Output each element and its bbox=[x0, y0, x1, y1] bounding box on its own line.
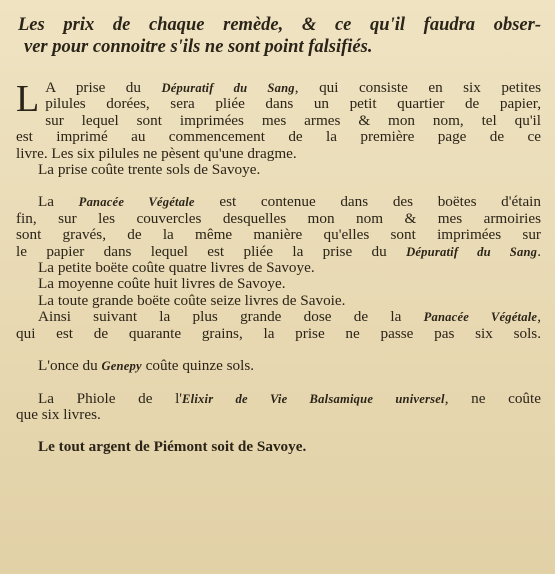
remedy-name-panacee: Panacée Végétale bbox=[423, 310, 538, 325]
p1-line-3: sur lequel sont imprimées mes armes & mon nom, tel qu'il bbox=[45, 112, 541, 129]
p1-line-4: est imprimé au commencement de la première page de ce bbox=[16, 129, 541, 146]
section-title bbox=[18, 14, 541, 58]
p1-line-5: livre. Les six pilules ne pèsent qu'une dragme. bbox=[16, 145, 297, 162]
p2-text: le papier dans lequel est pliée la prise du bbox=[16, 243, 407, 260]
p2-line-1 bbox=[16, 194, 541, 210]
price-small-box: La petite boëte coûte quatre livres de Savoye. bbox=[38, 260, 315, 277]
p2-line-3: sont gravés, de la même manière qu'elles sont imprimées sur bbox=[16, 227, 541, 244]
remedy-name-depuratif: Dépuratif du Sang bbox=[161, 81, 295, 95]
p2-text: , bbox=[537, 309, 541, 326]
price-genepy bbox=[16, 358, 541, 374]
p2-text: . bbox=[537, 243, 541, 260]
title-line-2: ver pour connoitre s'ils ne sont point falsifiés. bbox=[24, 37, 373, 57]
paragraph-genepy bbox=[16, 358, 541, 374]
p2-line-9: qui est de quarante grains, la prise ne passe pas six sols. bbox=[16, 325, 541, 342]
p2-line-8 bbox=[16, 309, 541, 325]
p2-text: est contenue dans des boëtes d'étain bbox=[194, 194, 541, 211]
remedy-name-elixir: Elixir de Vie Balsamique universel bbox=[182, 391, 445, 406]
p2-line-2: fin, sur les couvercles desquelles mon nom & mes armoiries bbox=[16, 210, 541, 227]
p4-text: La Phiole de l' bbox=[38, 390, 183, 407]
p1-line-1 bbox=[45, 80, 541, 96]
p2-text: Ainsi suivant la plus grande dose de la bbox=[38, 309, 424, 326]
remedy-name-depuratif: Dépuratif du Sang bbox=[406, 244, 538, 259]
price-large-box: La toute grande boëte coûte seize livres de Savoie. bbox=[38, 292, 346, 309]
p4-line-1 bbox=[16, 391, 541, 407]
p1-price: La prise coûte trente sols de Savoye. bbox=[38, 162, 261, 179]
p3-text: coûte quinze sols. bbox=[141, 358, 255, 375]
price-medium-box: La moyenne coûte huit livres de Savoye. bbox=[38, 276, 286, 293]
p1-text: A prise du bbox=[45, 80, 162, 96]
p4-line-2: que six livres. bbox=[16, 406, 101, 423]
p1-text: , qui consiste en six petites bbox=[294, 80, 541, 96]
paragraph-elixir bbox=[16, 391, 541, 424]
p2-line-4 bbox=[16, 244, 541, 260]
p2-text: La bbox=[38, 194, 79, 211]
p1-line-2: pilules dorées, sera pliée dans un petit quartier de papier, bbox=[45, 96, 541, 113]
paragraph-currency bbox=[16, 439, 541, 455]
remedy-name-panacee: Panacée Végétale bbox=[78, 195, 195, 210]
paragraph-panacee bbox=[16, 194, 541, 342]
text-body bbox=[16, 80, 541, 456]
title-line-1: Les prix de chaque remède, & ce qu'il faudra obser- bbox=[18, 15, 541, 35]
remedy-name-genepy: Genepy bbox=[101, 359, 142, 374]
paragraph-depuratif bbox=[16, 80, 541, 178]
drop-cap: L bbox=[16, 78, 40, 120]
p3-text: L'once du bbox=[38, 358, 102, 375]
currency-note: Le tout argent de Piémont soit de Savoye. bbox=[38, 439, 307, 456]
p4-text: , ne coûte bbox=[444, 390, 541, 407]
